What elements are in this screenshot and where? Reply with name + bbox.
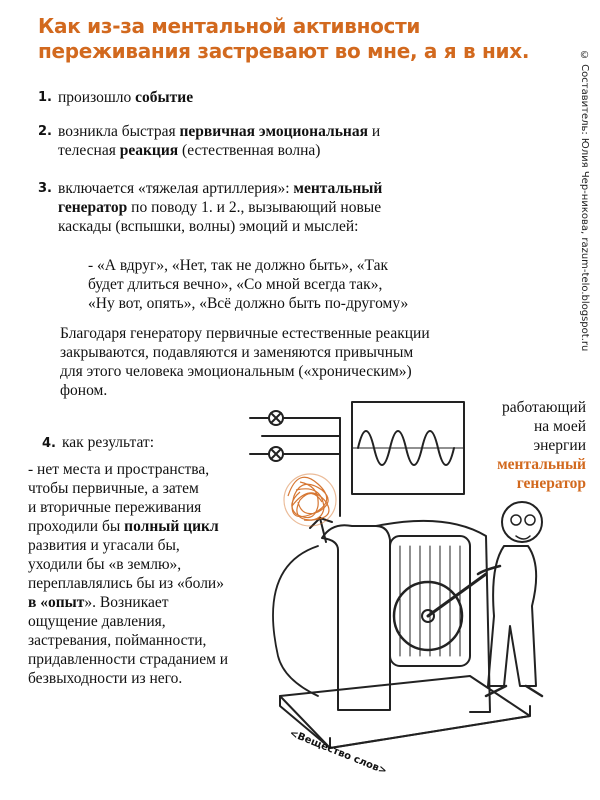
result-line bbox=[28, 574, 268, 593]
generator-illustration bbox=[240, 396, 580, 768]
result-line bbox=[28, 650, 268, 669]
result-line bbox=[28, 593, 268, 612]
tangled-thoughts-icon bbox=[284, 474, 336, 526]
person-head bbox=[502, 502, 542, 542]
item-number-2: 2. bbox=[38, 124, 52, 139]
item-3-bold-a: ментальный bbox=[293, 180, 383, 197]
item-1 bbox=[58, 88, 193, 107]
result-line bbox=[28, 517, 268, 536]
result-text: развития и угасали бы, bbox=[28, 537, 180, 554]
result-text: проходили бы bbox=[28, 518, 125, 535]
para-line-1: Благодаря генератору первичные естественные реакции bbox=[60, 325, 430, 342]
copyright-text: © Составитель: Юлия Чер-никова, razum-telo.blogspot.ru bbox=[579, 50, 590, 352]
page-title bbox=[38, 14, 558, 64]
caption-line-3: энергии bbox=[533, 437, 586, 454]
title-line-1: Как из-за ментальной активности bbox=[38, 14, 421, 38]
item-1-bold: событие bbox=[135, 89, 194, 106]
item-1-text: произошло bbox=[58, 89, 136, 106]
result-text: переплавлялись бы из «боли» bbox=[28, 575, 224, 592]
caption-line-2: на моей bbox=[534, 418, 586, 435]
item-number-1: 1. bbox=[38, 90, 52, 105]
result-line bbox=[28, 612, 268, 631]
item-2 bbox=[58, 122, 380, 160]
quotes-block bbox=[88, 256, 408, 313]
item-3-line-2 bbox=[58, 198, 382, 217]
item-4: как результат: bbox=[62, 434, 155, 451]
item-3 bbox=[58, 179, 382, 236]
item-3-line-3: каскады (вспышки, волны) эмоций и мыслей: bbox=[58, 218, 359, 235]
result-line bbox=[28, 536, 268, 555]
result-text: опыт bbox=[48, 594, 85, 611]
item-2-bold-a: первичная эмоциональная bbox=[179, 123, 368, 140]
item-2-line-1 bbox=[58, 122, 380, 141]
result-block bbox=[28, 460, 268, 688]
result-text: ». Возникает bbox=[84, 594, 169, 611]
result-line bbox=[28, 555, 268, 574]
machine-housing bbox=[322, 525, 390, 710]
caption-accent-1: ментальный bbox=[497, 456, 586, 473]
result-text: уходили бы «в землю», bbox=[28, 556, 182, 573]
item-2-text-a: возникла быстрая bbox=[58, 123, 180, 140]
result-line bbox=[28, 498, 268, 517]
item-number-4: 4. bbox=[42, 436, 56, 451]
caption-line-1: работающий bbox=[501, 399, 586, 416]
result-text: в « bbox=[28, 594, 48, 611]
result-text: и вторичные переживания bbox=[28, 499, 202, 516]
explanation-paragraph bbox=[60, 324, 430, 400]
result-line bbox=[28, 669, 268, 688]
result-text: безвыходности из него. bbox=[28, 670, 183, 687]
para-line-4: фоном. bbox=[60, 382, 108, 399]
item-2-text-b: и bbox=[367, 123, 381, 140]
result-line bbox=[28, 479, 268, 498]
item-2-text-c: телесная bbox=[58, 142, 120, 159]
quote-line-2: будет длиться вечно», «Со мной всегда так», bbox=[88, 276, 383, 293]
result-text: чтобы первичные, а затем bbox=[28, 480, 199, 497]
quote-line-3: «Ну вот, опять», «Всё должно быть по-другому» bbox=[88, 295, 409, 312]
item-3-text-a: включается «тяжелая артиллерия»: bbox=[58, 180, 294, 197]
item-3-line-1 bbox=[58, 179, 382, 198]
result-text: - нет места и пространства, bbox=[28, 461, 210, 478]
para-line-2: закрываются, подавляются и заменяются привычным bbox=[60, 344, 414, 361]
quote-line-1: - «А вдруг», «Нет, так не должно быть», «Так bbox=[88, 257, 388, 274]
result-line bbox=[28, 460, 268, 479]
title-line-2: переживания застревают во мне, а я в них. bbox=[38, 39, 530, 63]
item-2-line-2 bbox=[58, 141, 380, 160]
item-2-bold-b: реакция bbox=[119, 142, 179, 159]
result-text: ощущение давления, bbox=[28, 613, 166, 630]
item-2-text-d: (естественная волна) bbox=[178, 142, 321, 159]
watermark-stamp: <Вещество слов> bbox=[287, 728, 389, 778]
item-3-bold-b: генератор bbox=[58, 199, 128, 216]
caption-accent-2: генератор bbox=[516, 475, 586, 492]
result-text: придавленности страданием и bbox=[28, 651, 229, 668]
result-text: застревания, пойманности, bbox=[28, 632, 207, 649]
item-number-3: 3. bbox=[38, 181, 52, 196]
item-3-text-b: по поводу 1. и 2., вызывающий новые bbox=[127, 199, 382, 216]
para-line-3: для этого человека эмоциональным («хроническим») bbox=[60, 363, 412, 380]
result-line bbox=[28, 631, 268, 650]
result-text: полный цикл bbox=[124, 518, 219, 535]
